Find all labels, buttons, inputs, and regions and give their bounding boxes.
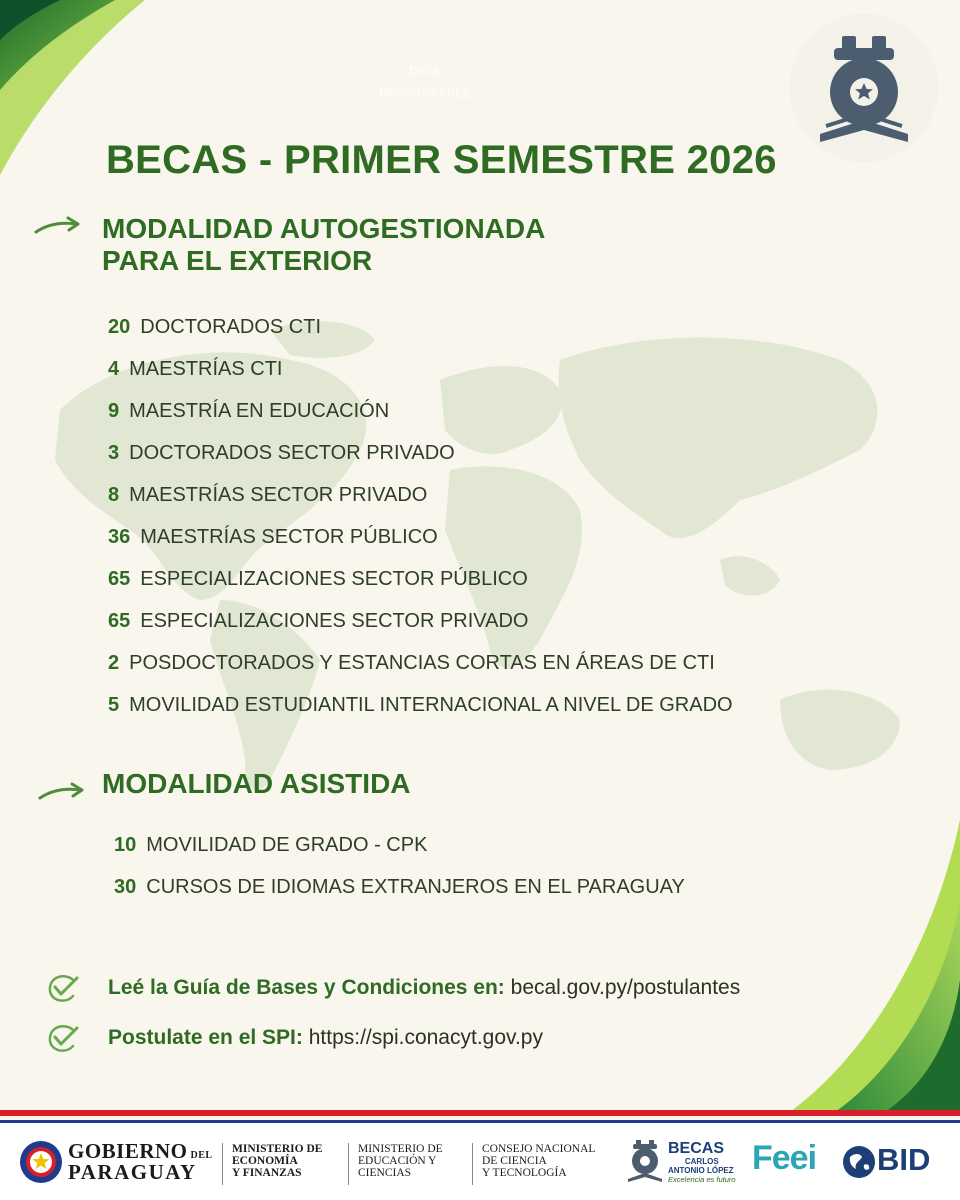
- gobierno-line-1: GOBIERNO: [68, 1139, 188, 1163]
- item-label: MAESTRÍA EN EDUCACIÓN: [129, 400, 390, 422]
- item-label: MOVILIDAD DE GRADO - CPK: [146, 834, 428, 856]
- mef-logo: [232, 1143, 322, 1179]
- item-label: POSDOCTORADOS Y ESTANCIAS CORTAS EN ÁREAS DE CTI: [129, 652, 715, 674]
- guide-label: Leé la Guía de Bases y Condiciones en:: [108, 976, 505, 999]
- item-count: 36: [108, 526, 131, 548]
- logo-train-book-icon: [814, 34, 914, 144]
- page-title: BECAS - PRIMER SEMESTRE 2026: [106, 138, 777, 182]
- mef-line-2: ECONOMÍA: [232, 1155, 298, 1167]
- mec-line-3: CIENCIAS: [358, 1167, 412, 1179]
- gobierno-del: DEL: [190, 1150, 213, 1161]
- footer-divider: [472, 1143, 473, 1185]
- item-count: 4: [108, 358, 120, 380]
- list-item: [108, 484, 427, 507]
- conacyt-line-3: Y TECNOLOGÍA: [482, 1167, 567, 1179]
- list-item: [108, 400, 389, 423]
- becas-line-3: ANTONIO LÓPEZ: [668, 1166, 734, 1175]
- item-label: ESPECIALIZACIONES SECTOR PÚBLICO: [140, 568, 528, 590]
- section-title-asistida: MODALIDAD ASISTIDA: [102, 768, 411, 799]
- list-item: [108, 358, 282, 381]
- faint-text-line-2: RESPONSABLE: [379, 86, 471, 100]
- mec-line-2: EDUCACIÓN Y: [358, 1155, 437, 1167]
- list-item: [108, 568, 528, 591]
- list-item: [108, 652, 715, 675]
- bid-globe-icon: [842, 1145, 876, 1179]
- faint-watermark-text: [370, 60, 480, 104]
- item-count: 65: [108, 568, 131, 590]
- conacyt-line-1: CONSEJO NACIONAL: [482, 1143, 596, 1155]
- world-map: [20, 300, 940, 900]
- item-count: 3: [108, 442, 120, 464]
- item-count: 5: [108, 694, 120, 716]
- spi-info-line: [108, 1026, 543, 1050]
- list-item: [108, 610, 529, 633]
- list-item: [114, 834, 427, 857]
- conacyt-logo: [482, 1143, 595, 1179]
- item-label: MOVILIDAD ESTUDIANTIL INTERNACIONAL A NIVEL DE GRADO: [129, 694, 733, 716]
- bid-logo: BID: [877, 1142, 931, 1177]
- becas-tagline: Excelencia es futuro: [668, 1175, 736, 1184]
- item-label: MAESTRÍAS CTI: [129, 358, 283, 380]
- section-title-autogestionada: [102, 213, 545, 277]
- footer-divider: [348, 1143, 349, 1185]
- footer-divider: [222, 1143, 223, 1185]
- spi-label: Postulate en el SPI:: [108, 1026, 303, 1049]
- gobierno-line-2: PARAGUAY: [68, 1160, 197, 1184]
- paraguay-star-seal: [18, 1139, 64, 1185]
- mec-logo: [358, 1143, 443, 1179]
- item-count: 30: [114, 876, 137, 898]
- sponsor-footer: [0, 1123, 960, 1200]
- faint-text-line-1: DATA: [409, 64, 441, 78]
- item-label: MAESTRÍAS SECTOR PÚBLICO: [140, 526, 438, 548]
- mef-line-1: MINISTERIO DE: [232, 1143, 323, 1155]
- list-item: [108, 442, 455, 465]
- item-label: CURSOS DE IDIOMAS EXTRANJEROS EN EL PARAGUAY: [146, 876, 685, 898]
- item-count: 20: [108, 316, 131, 338]
- item-label: DOCTORADOS CTI: [140, 316, 322, 338]
- item-label: MAESTRÍAS SECTOR PRIVADO: [129, 484, 428, 506]
- becas-carlos-antonio-lopez-logo: [668, 1140, 736, 1184]
- check-icon: [46, 1023, 80, 1053]
- item-count: 10: [114, 834, 137, 856]
- item-count: 8: [108, 484, 120, 506]
- guide-info-line: [108, 976, 740, 1000]
- becal-small-logo-icon: [626, 1139, 664, 1183]
- list-item: [108, 526, 438, 549]
- conacyt-line-2: DE CIENCIA: [482, 1155, 547, 1167]
- section-title-line-2: PARA EL EXTERIOR: [102, 245, 373, 276]
- feei-logo: Feei: [752, 1139, 817, 1177]
- guide-url-link[interactable]: becal.gov.py/postulantes: [510, 976, 741, 999]
- arrow-icon: [38, 780, 86, 804]
- flag-stripe-red: [0, 1110, 960, 1116]
- check-icon: [46, 973, 80, 1003]
- becal-logo-badge: [790, 14, 938, 162]
- becas-line-2: CARLOS: [684, 1157, 719, 1166]
- mef-line-3: Y FINANZAS: [232, 1167, 302, 1179]
- arrow-icon: [34, 214, 82, 238]
- becas-line-1: BECAS: [668, 1140, 725, 1157]
- mec-line-1: MINISTERIO DE: [358, 1143, 443, 1155]
- spi-url-link[interactable]: https://spi.conacyt.gov.py: [308, 1026, 543, 1049]
- list-item: [108, 694, 733, 717]
- item-count: 9: [108, 400, 120, 422]
- list-item: [108, 316, 321, 339]
- item-count: 2: [108, 652, 120, 674]
- item-label: ESPECIALIZACIONES SECTOR PRIVADO: [140, 610, 529, 632]
- section-title-line-1: MODALIDAD AUTOGESTIONADA: [102, 213, 546, 244]
- item-label: DOCTORADOS SECTOR PRIVADO: [129, 442, 455, 464]
- item-count: 65: [108, 610, 131, 632]
- list-item: [114, 876, 685, 899]
